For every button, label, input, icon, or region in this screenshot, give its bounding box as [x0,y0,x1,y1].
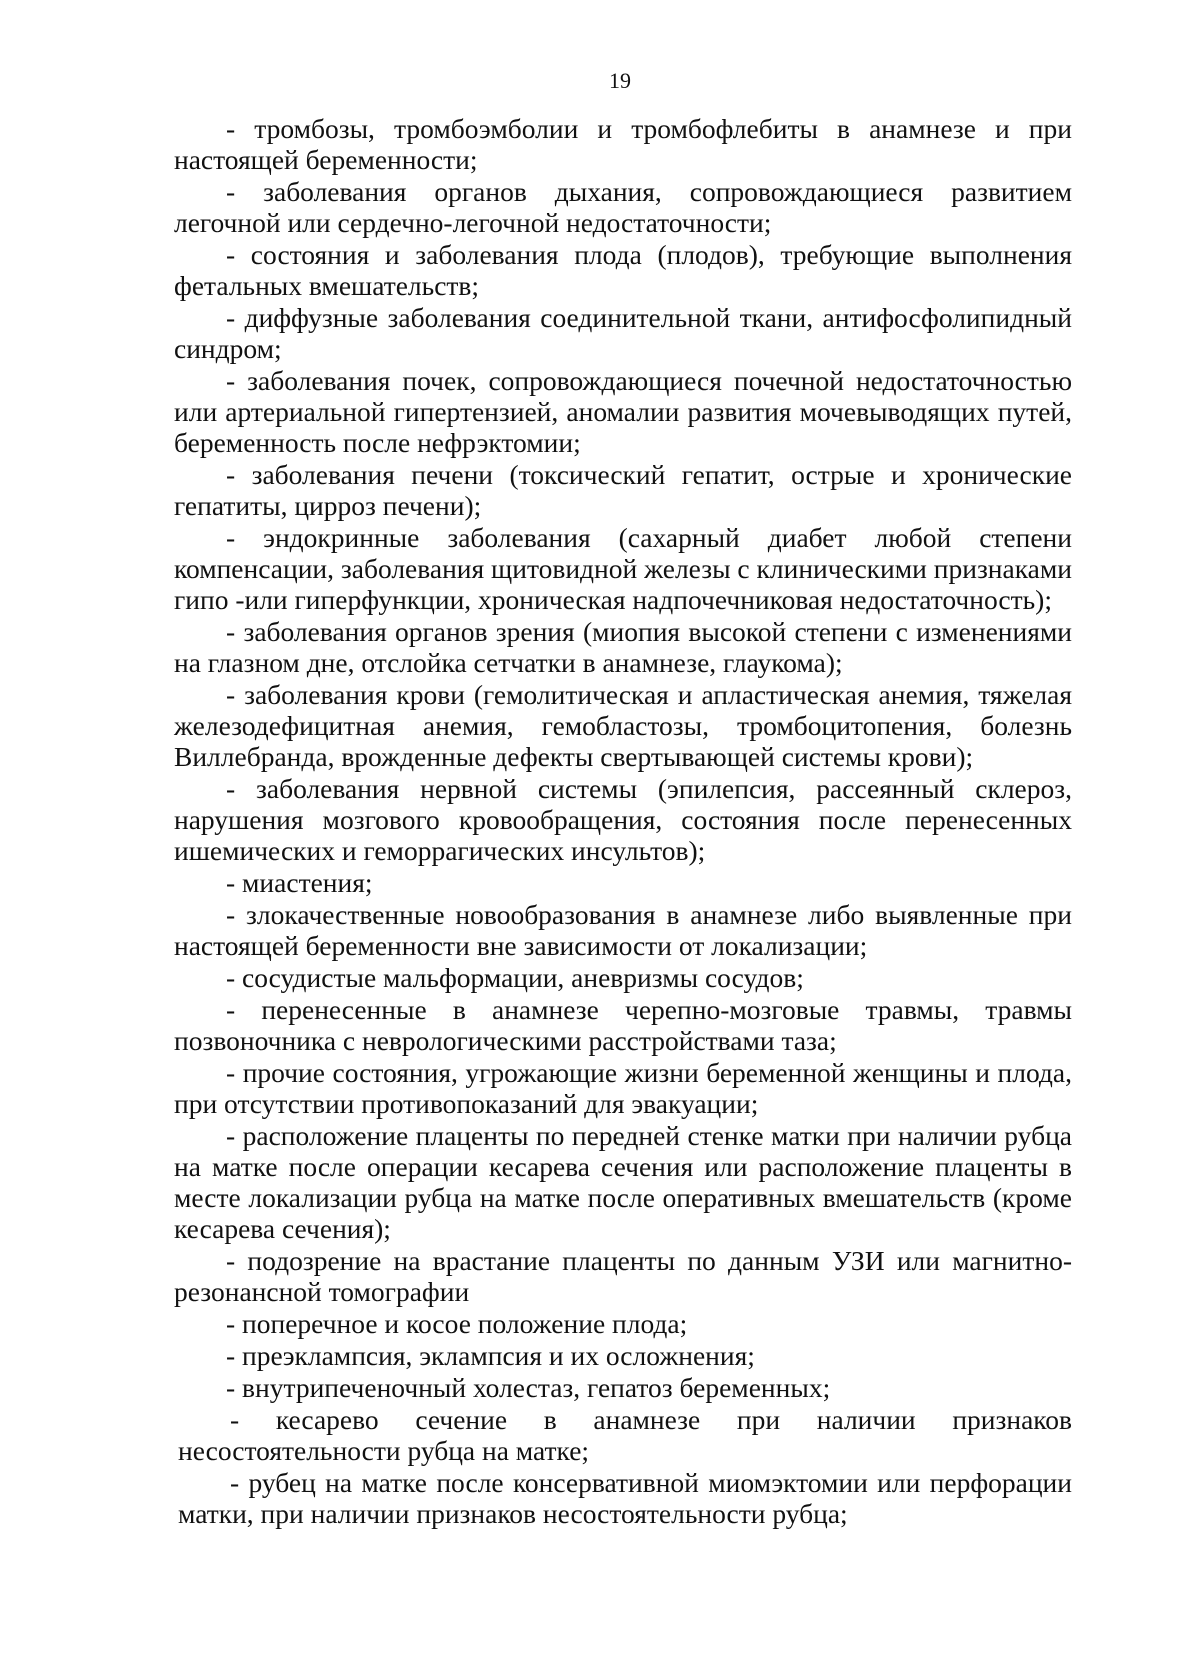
list-item-preeclampsia: - преэклампсия, эклампсия и их осложнения; [226,1340,755,1371]
list-item-myomectomy-scar: - рубец на матке после консервативной миомэктомии или перфорации матки, при наличии признаков несостоятельности рубца; [178,1467,1072,1529]
list-item-endocrine: - эндокринные заболевания (сахарный диабет любой степени компенсации, заболевания щитовидной железы с клиническими признаками гипо -или гиперфункции, хроническая надпочечниковая недостаточность); [174,522,1072,615]
list-item-myasthenia: - миастения; [226,867,373,898]
list-item-liver: - заболевания печени (токсический гепатит, острые и хронические гепатиты, цирроз печени); [174,459,1072,521]
list-item-thrombosis: - тромбозы, тромбоэмболии и тромбофлебиты в анамнезе и при настоящей беременности; [174,113,1072,175]
page-number: 19 [609,68,631,93]
indications-list [174,113,1072,1530]
list-item-kidney: - заболевания почек, сопровождающиеся почечной недостаточностью или артериальной гипертензией, аномалии развития мочевыводящих путей, беременность после нефрэктомии; [174,365,1072,458]
list-item-respiratory: - заболевания органов дыхания, сопровождающиеся развитием легочной или сердечно-легочной недостаточности; [174,176,1072,238]
list-item-vascular: - сосудистые мальформации, аневризмы сосудов; [226,962,804,993]
list-item-head-spine-trauma: - перенесенные в анамнезе черепно-мозговые травмы, травмы позвоночника с неврологическими расстройствами таза; [174,994,1072,1056]
list-item-placenta-accreta: - подозрение на врастание плаценты по данным УЗИ или магнитно-резонансной томографии [174,1245,1072,1307]
list-item-malignancy: - злокачественные новообразования в анамнезе либо выявленные при настоящей беременности вне зависимости от локализации; [174,899,1072,961]
list-item-vision: - заболевания органов зрения (миопия высокой степени с изменениями на глазном дне, отслойка сетчатки в анамнезе, глаукома); [174,616,1072,678]
list-item-fetal-position: - поперечное и косое положение плода; [226,1308,688,1339]
list-item-blood: - заболевания крови (гемолитическая и апластическая анемия, тяжелая железодефицитная анемия, гемобластозы, тромбоцитопения, болезнь Виллебранда, врожденные дефекты свертывающей системы крови); [174,679,1072,772]
list-item-fetal-conditions: - состояния и заболевания плода (плодов), требующие выполнения фетальных вмешательств; [174,239,1072,301]
list-item-life-threatening: - прочие состояния, угрожающие жизни беременной женщины и плода, при отсутствии противопоказаний для эвакуации; [174,1057,1072,1119]
list-item-cesarean-scar: - кесарево сечение в анамнезе при наличии признаков несостоятельности рубца на матке; [178,1404,1072,1466]
list-item-connective-tissue: - диффузные заболевания соединительной ткани, антифосфолипидный синдром; [174,302,1072,364]
list-item-placenta-location: - расположение плаценты по передней стенке матки при наличии рубца на матке после операции кесарева сечения или расположение плаценты в месте локализации рубца на матке после оперативных вмешательств (кроме кесарева сечения); [174,1120,1072,1244]
list-item-nervous-system: - заболевания нервной системы (эпилепсия, рассеянный склероз, нарушения мозгового кровообращения, состояния после перенесенных ишемических и геморрагических инсультов); [174,773,1072,866]
list-item-cholestasis: - внутрипеченочный холестаз, гепатоз беременных; [226,1372,831,1403]
